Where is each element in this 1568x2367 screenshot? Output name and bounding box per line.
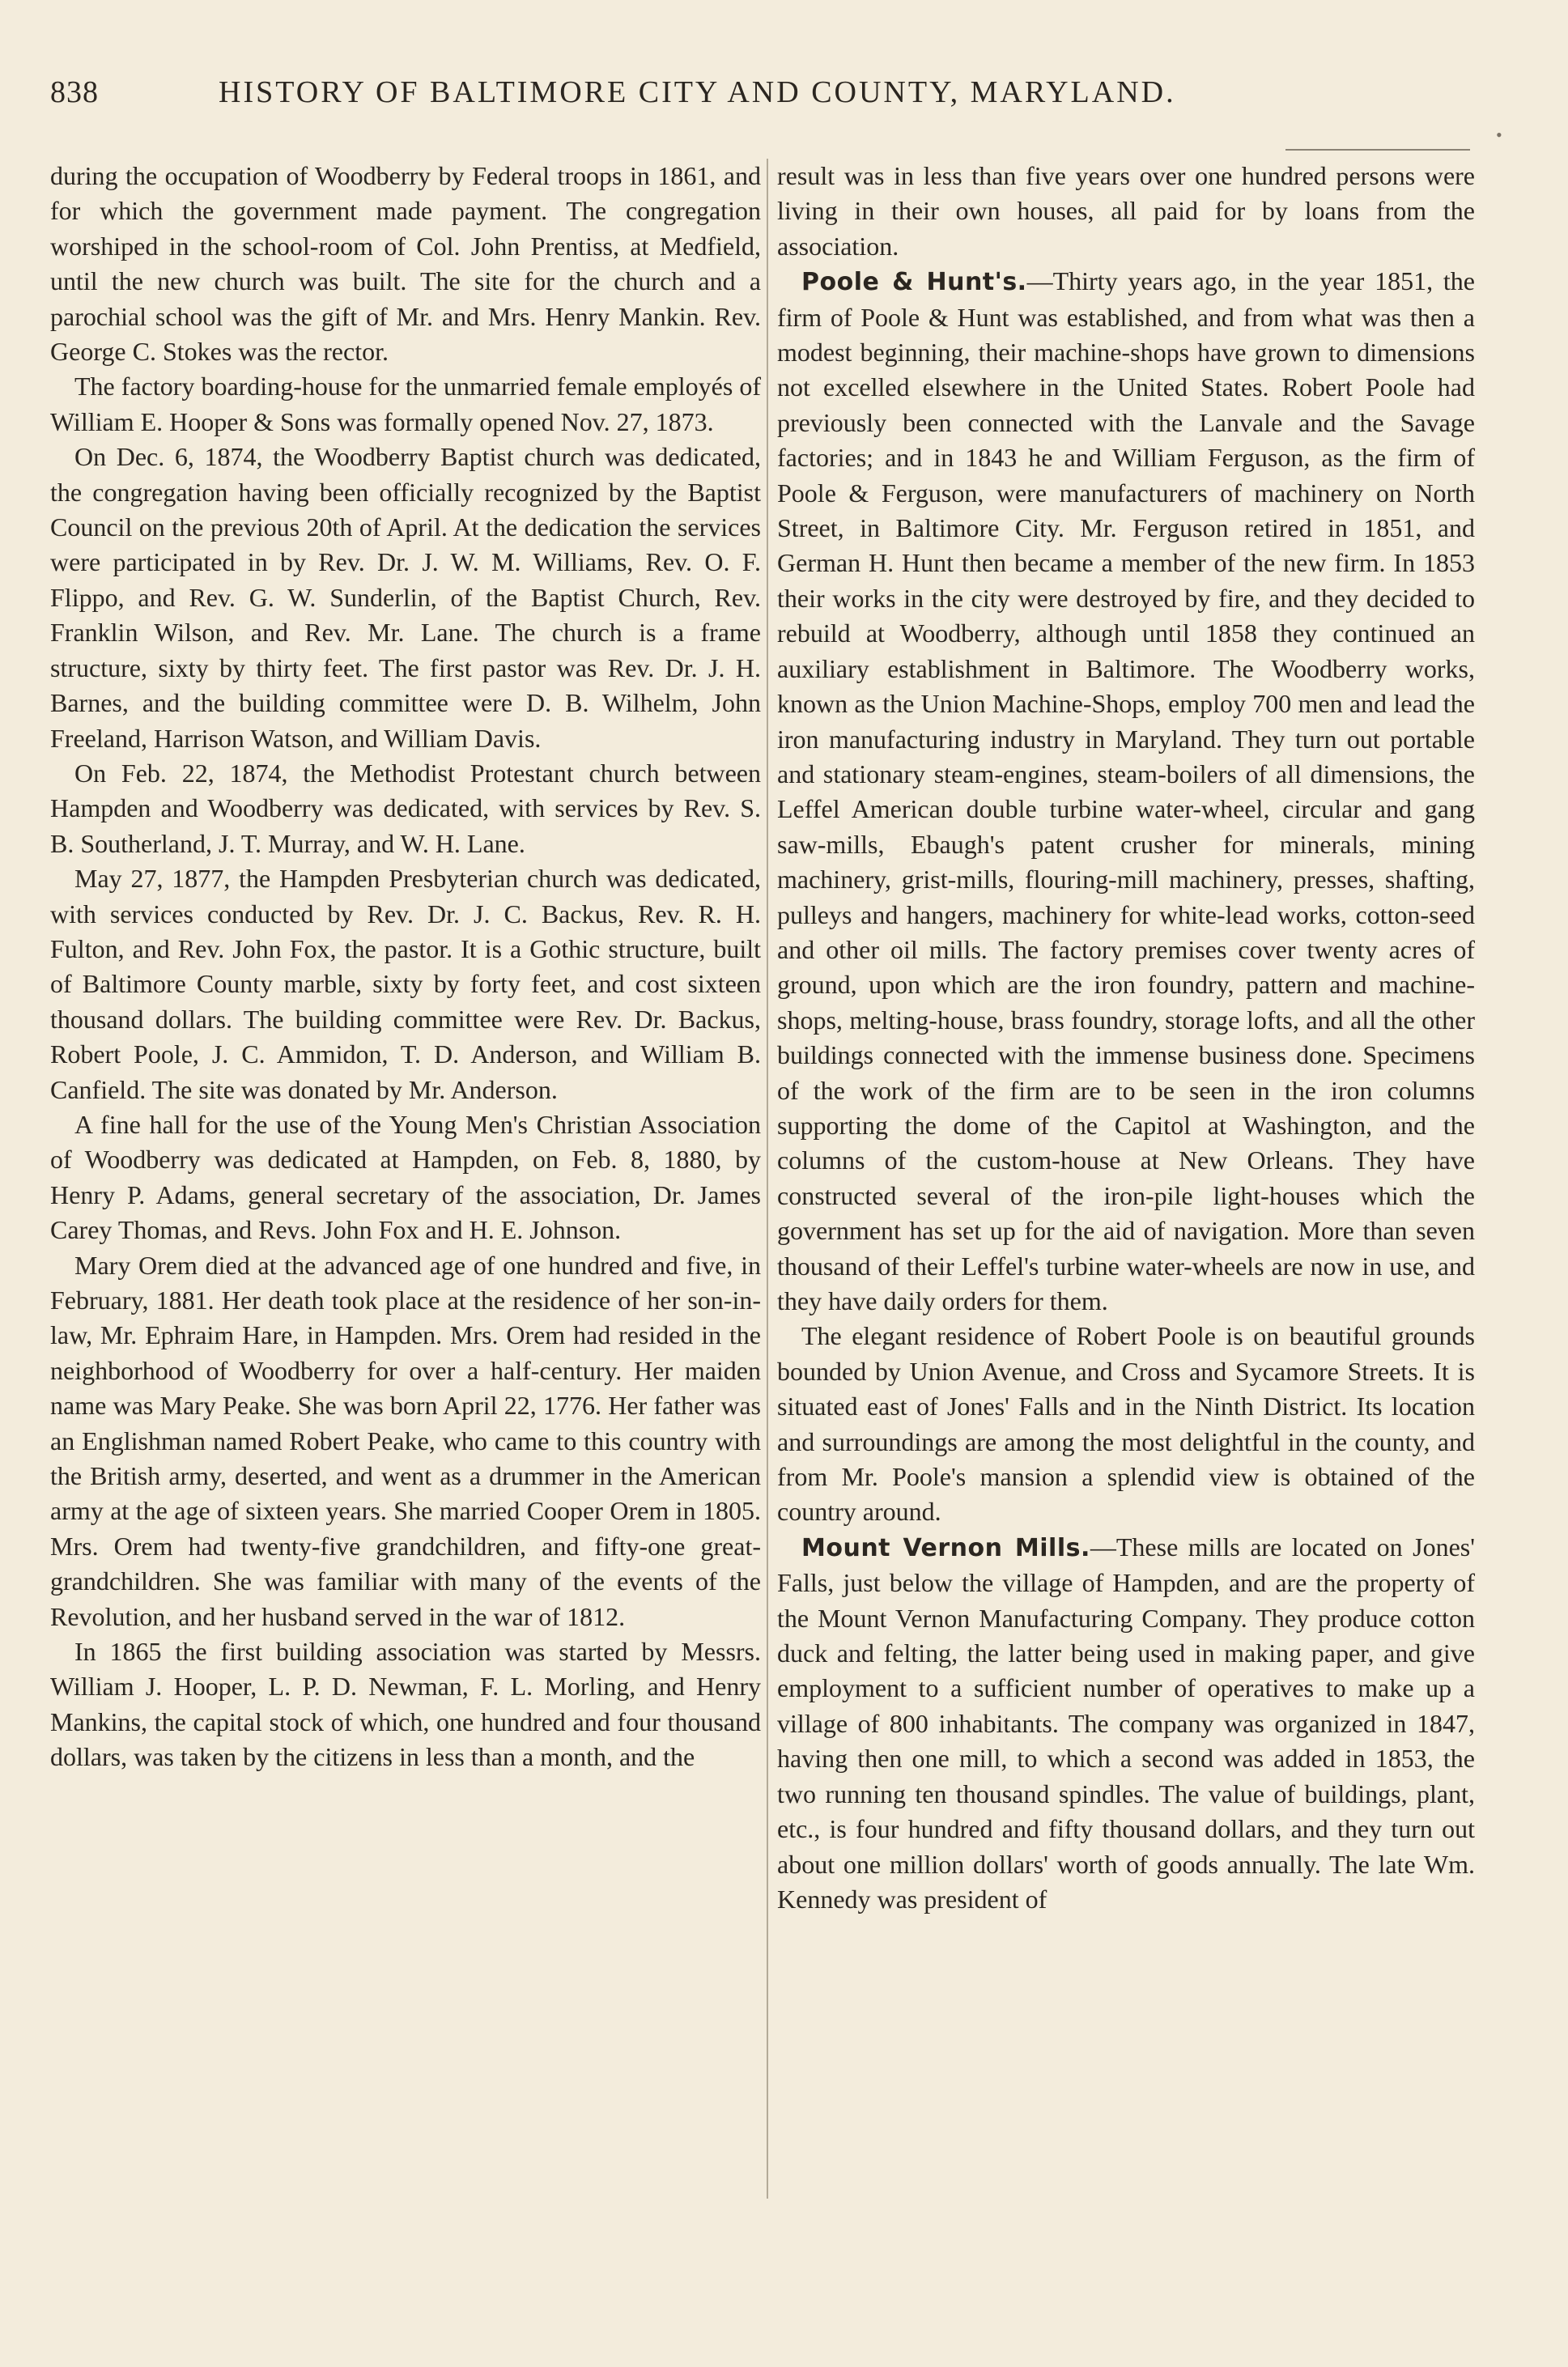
paragraph: Mary Orem died at the advanced age of one hundred and five, in February, 1881. Her death took place at the residence of her son-in-law, Mr. Ephraim Hare, in Hampden. Mrs. Orem had resided in the neighborhood of Woodberry for over a half-century. Her maiden name was Mary Peake. She was born April 22, 1776. Her father was an Englishman named Robert Peake, who came to this country with the British army, deserted, and went as a drummer in the American army at the age of sixteen years. She married Cooper Orem in 1805. Mrs. Orem had twenty-five grandchildren, and fifty-one great-grandchildren. She was familiar with many of the events of the Revolution, and her husband served in the war of 1812. [50,1250,761,1631]
paragraph-text: result was in less than five years over one hundred persons were living in their own houses, all paid for by loans from the association. [777,161,1475,261]
section-heading: Mount Vernon Mills. [801,1533,1090,1562]
paragraph-text: —These mills are located on Jones' Falls, just below the village of Hampden, and are the property of the Mount Vernon Manufacturing Company. They produce cotton duck and felting, the latter being used in making paper, and give employment to a sufficient number of operatives to make up a village of 800 inhabitants. The company was organized in 1847, having then one mill, to which a second was added in 1853, the two running ten thousand spindles. The value of buildings, plant, etc., is four hundred and fifty thousand dollars, and they turn out about one million dollars' worth of goods annually. The late Wm. Kennedy was president of [777,1532,1475,1914]
margin-dot: • [1496,125,1502,145]
paragraph: In 1865 the first building association was started by Messrs. William J. Hooper, L. P. D. Newman, F. L. Morling, and Henry Mankins, the capital stock of which, one hundred and four thousand dollars, was taken by the citizens in less than a month, and the [50,1637,761,1772]
paragraph-text: —Thirty years ago, in the year 1851, the firm of Poole & Hunt was established, and from what was then a modest beginning, their machine-shops have grown to dimensions not excelled elsewhere in the United States. Robert Poole had previously been connected with the Lanvale and the Savage factories; and in 1843 he and William Ferguson, as the firm of Poole & Ferguson, were manufacturers of machinery on North Street, in Baltimore City. Mr. Ferguson retired in 1851, and German H. Hunt then became a member of the new firm. In 1853 their works in the city were destroyed by fire, and they decided to rebuild at Woodberry, although until 1858 they continued an auxiliary establishment in Baltimore. The Woodberry works, known as the Union Machine-Shops, employ 700 men and lead the iron manufacturing industry in Maryland. They turn out portable and stationary steam-engines, steam-boilers of all dimensions, the Leffel American double turbine water-wheel, circular and gang saw-mills, Ebaugh's patent crusher for minerals, mining machinery, grist-mills, flouring-mill machinery, presses, shafting, pulleys and hangers, machinery for white-lead works, cotton-seed and other oil mills. The factory premises cover twenty acres of ground, upon which are the iron foundry, pattern and machine-shops, melting-house, brass foundry, storage lofts, and all the other buildings connected with the immense business done. Specimens of the work of the firm are to be seen in the iron columns supporting the dome of the Capitol at Washington, and the columns of the custom-house at New Orleans. They have constructed several of the iron-pile light-houses which the government has set up for the aid of navigation. More than seven thousand of their Leffel's turbine water-wheels are now in use, and they have daily orders for them. [777,266,1476,1315]
header-rule [1285,149,1470,151]
left-column [50,159,761,1775]
paragraph [777,264,1475,1319]
page-header [50,74,1313,123]
paragraph: On Dec. 6, 1874, the Woodberry Baptist church was dedicated, the congregation having been officially recognized by the Baptist Council on the previous 20th of April. At the dedication the services were participated in by Rev. Dr. J. W. M. Williams, Rev. O. F. Flippo, and Rev. G. W. Sunderlin, of the Baptist Church, Rev. Franklin Wilson, and Rev. Mr. Lane. The church is a frame structure, sixty by thirty feet. The first pastor was Rev. Dr. J. H. Barnes, and the building committee were D. B. Wilhelm, John Freeland, Harrison Watson, and William Davis. [50,442,761,753]
paragraph: during the occupation of Woodberry by Federal troops in 1861, and for which the government made payment. The congregation worshiped in the school-room of Col. John Prentiss, at Medfield, until the new church was built. The site for the church and a parochial school was the gift of Mr. and Mrs. Henry Mankin. Rev. George C. Stokes was the rector. [50,161,761,367]
running-head: HISTORY OF BALTIMORE CITY AND COUNTY, MARYLAND. [219,75,1176,109]
paragraph [777,1319,1475,1529]
column-divider [767,159,768,2199]
page-number: 838 [50,75,99,109]
paragraph [777,159,1475,264]
paragraph: The factory boarding-house for the unmarried female employés of William E. Hooper & Sons was formally opened Nov. 27, 1873. [50,372,761,436]
paragraph: A fine hall for the use of the Young Men's Christian Association of Woodberry was dedicated at Hampden, on Feb. 8, 1880, by Henry P. Adams, general secretary of the association, Dr. James Carey Thomas, and Revs. John Fox and H. E. Johnson. [50,1109,761,1245]
paragraph-text: The elegant residence of Robert Poole is on beautiful grounds bounded by Union Avenue, and Cross and Sycamore Streets. It is situated east of Jones' Falls and in the Ninth District. Its location and surroundings are among the most delightful in the county, and from Mr. Poole's mansion a splendid view is obtained of the country around. [777,1321,1475,1527]
paragraph: May 27, 1877, the Hampden Presbyterian church was dedicated, with services conducted by Rev. Dr. J. C. Backus, Rev. R. H. Fulton, and Rev. John Fox, the pastor. It is a Gothic structure, built of Baltimore County marble, sixty by forty feet, and cost sixteen thousand dollars. The building committee were Rev. Dr. Backus, Robert Poole, J. C. Ammidon, T. D. Anderson, and William B. Canfield. The site was donated by Mr. Anderson. [50,864,761,1104]
right-column [777,159,1475,1917]
section-heading: Poole & Hunt's. [801,268,1027,297]
paragraph [777,1530,1475,1917]
paragraph: On Feb. 22, 1874, the Methodist Protestant church between Hampden and Woodberry was dedicated, with services by Rev. S. B. Southerland, J. T. Murray, and W. H. Lane. [50,758,761,858]
